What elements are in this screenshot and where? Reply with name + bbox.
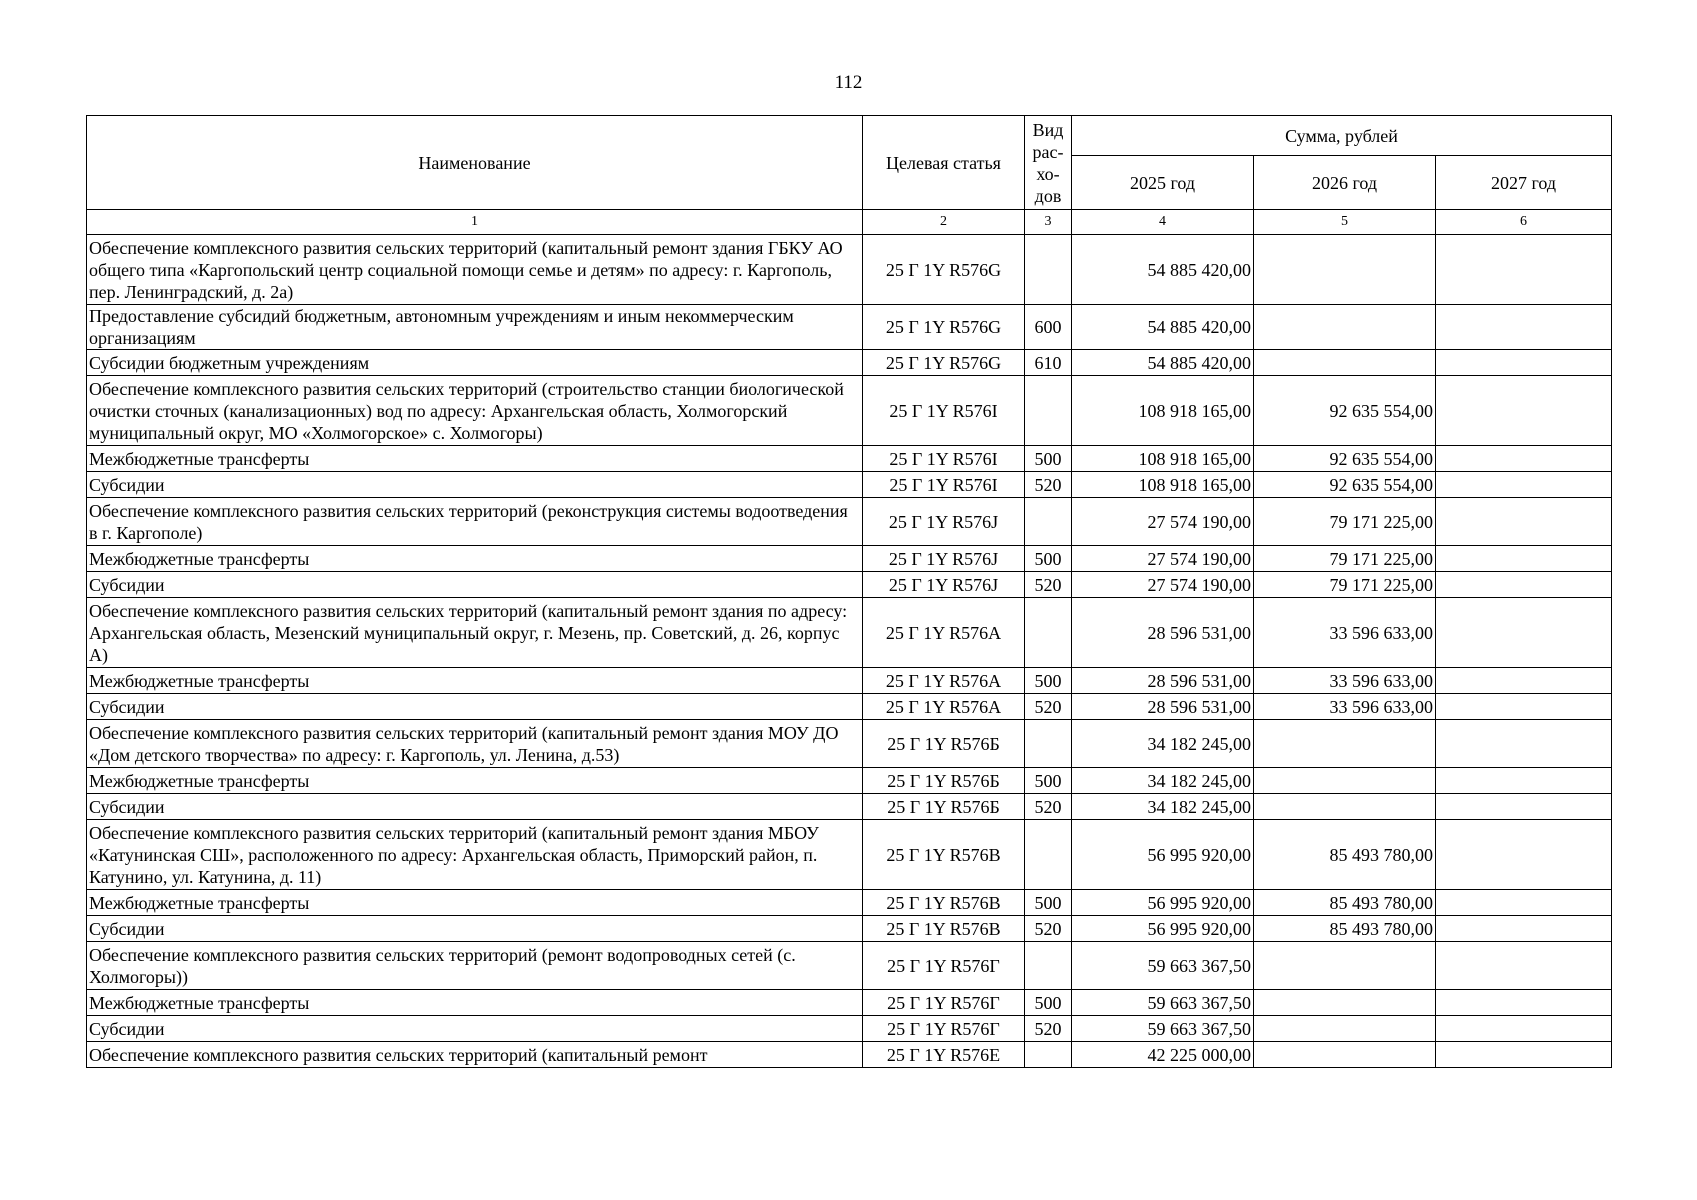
row-name: Обеспечение комплексного развития сельских территорий (капитальный ремонт здания МБОУ «Катунинская СШ», расположенного по адресу: Архангельская область, Приморский район, п. Катунино, ул. Катунина, д. 11) [87,820,863,890]
row-expense-type [1025,1042,1072,1068]
table-row [87,820,1612,890]
row-name: Обеспечение комплексного развития сельских территорий (строительство станции биологической очистки сточных (канализационных) вод по адресу: Архангельская область, Холмогорский муниципальный округ, МО «Холмогорское» с. Холмогоры) [87,376,863,446]
table-row [87,546,1612,572]
column-number: 1 [87,210,863,235]
row-amount-2027 [1436,694,1612,720]
table-body [87,235,1612,1068]
row-name: Межбюджетные трансферты [87,446,863,472]
row-name: Обеспечение комплексного развития сельских территорий (капитальный ремонт здания по адресу: Архангельская область, Мезенский муниципальный округ, г. Мезень, пр. Советский, д. 26, корпус А) [87,598,863,668]
row-expense-type: 500 [1025,990,1072,1016]
row-name: Субсидии [87,472,863,498]
row-amount-2026 [1254,990,1436,1016]
row-amount-2027 [1436,446,1612,472]
row-amount-2025: 28 596 531,00 [1072,694,1254,720]
row-amount-2026 [1254,305,1436,350]
header-target-article: Целевая статья [863,116,1025,210]
row-name: Субсидии [87,694,863,720]
row-expense-type: 520 [1025,472,1072,498]
row-amount-2027 [1436,916,1612,942]
row-amount-2025: 27 574 190,00 [1072,572,1254,598]
table-row [87,768,1612,794]
row-target-article: 25 Г 1Y R576A [863,598,1025,668]
row-target-article: 25 Г 1Y R576B [863,820,1025,890]
row-name: Субсидии [87,1016,863,1042]
table-row [87,376,1612,446]
row-amount-2026: 92 635 554,00 [1254,446,1436,472]
row-target-article: 25 Г 1Y R576A [863,668,1025,694]
row-expense-type: 500 [1025,668,1072,694]
column-number: 4 [1072,210,1254,235]
row-amount-2027 [1436,668,1612,694]
row-target-article: 25 Г 1Y R576Г [863,942,1025,990]
table-row [87,446,1612,472]
column-numbers-row [87,210,1612,235]
row-expense-type: 520 [1025,694,1072,720]
column-number: 2 [863,210,1025,235]
row-amount-2027 [1436,235,1612,305]
row-expense-type [1025,235,1072,305]
table-row [87,598,1612,668]
row-name: Субсидии бюджетным учреждениям [87,350,863,376]
row-expense-type [1025,376,1072,446]
row-amount-2025: 59 663 367,50 [1072,990,1254,1016]
row-amount-2026: 33 596 633,00 [1254,668,1436,694]
row-amount-2025: 42 225 000,00 [1072,1042,1254,1068]
row-target-article: 25 Г 1Y R576G [863,305,1025,350]
table-row [87,890,1612,916]
row-target-article: 25 Г 1Y R576A [863,694,1025,720]
row-amount-2026 [1254,1042,1436,1068]
row-name: Межбюджетные трансферты [87,668,863,694]
row-amount-2027 [1436,720,1612,768]
row-amount-2025: 27 574 190,00 [1072,498,1254,546]
column-number: 5 [1254,210,1436,235]
row-name: Обеспечение комплексного развития сельских территорий (капитальный ремонт [87,1042,863,1068]
row-amount-2025: 28 596 531,00 [1072,598,1254,668]
row-target-article: 25 Г 1Y R576Б [863,768,1025,794]
header-name: Наименование [87,116,863,210]
row-expense-type: 520 [1025,916,1072,942]
row-target-article: 25 Г 1Y R576B [863,916,1025,942]
row-amount-2026: 33 596 633,00 [1254,598,1436,668]
table-row [87,794,1612,820]
row-amount-2026: 92 635 554,00 [1254,376,1436,446]
row-amount-2026: 79 171 225,00 [1254,498,1436,546]
row-amount-2025: 54 885 420,00 [1072,235,1254,305]
row-amount-2027 [1436,572,1612,598]
header-year-2025: 2025 год [1072,156,1254,210]
row-expense-type: 500 [1025,546,1072,572]
row-amount-2026: 85 493 780,00 [1254,916,1436,942]
column-number: 6 [1436,210,1612,235]
row-amount-2025: 34 182 245,00 [1072,768,1254,794]
table-row [87,942,1612,990]
row-amount-2025: 27 574 190,00 [1072,546,1254,572]
table-row [87,694,1612,720]
row-target-article: 25 Г 1Y R576G [863,350,1025,376]
row-amount-2027 [1436,472,1612,498]
row-amount-2025: 34 182 245,00 [1072,794,1254,820]
row-amount-2025: 59 663 367,50 [1072,942,1254,990]
row-expense-type: 610 [1025,350,1072,376]
row-amount-2027 [1436,498,1612,546]
row-name: Межбюджетные трансферты [87,546,863,572]
table-row [87,350,1612,376]
row-target-article: 25 Г 1Y R576I [863,376,1025,446]
header-year-2027: 2027 год [1436,156,1612,210]
row-expense-type: 520 [1025,572,1072,598]
row-target-article: 25 Г 1Y R576Г [863,1016,1025,1042]
row-expense-type: 500 [1025,768,1072,794]
row-amount-2027 [1436,546,1612,572]
row-amount-2027 [1436,305,1612,350]
row-amount-2026 [1254,235,1436,305]
row-amount-2025: 56 995 920,00 [1072,916,1254,942]
row-expense-type [1025,598,1072,668]
row-name: Предоставление субсидий бюджетным, автономным учреждениям и иным некоммерческим организациям [87,305,863,350]
row-amount-2027 [1436,890,1612,916]
table-row [87,1016,1612,1042]
row-name: Субсидии [87,794,863,820]
table-row [87,1042,1612,1068]
row-amount-2025: 56 995 920,00 [1072,890,1254,916]
row-amount-2026 [1254,942,1436,990]
table-row [87,472,1612,498]
row-name: Обеспечение комплексного развития сельских территорий (реконструкция системы водоотведения в г. Каргополе) [87,498,863,546]
row-expense-type: 600 [1025,305,1072,350]
row-expense-type: 520 [1025,794,1072,820]
row-expense-type: 520 [1025,1016,1072,1042]
row-target-article: 25 Г 1Y R576Г [863,990,1025,1016]
row-amount-2026 [1254,794,1436,820]
budget-table [86,115,1612,1068]
row-target-article: 25 Г 1Y R576B [863,890,1025,916]
row-target-article: 25 Г 1Y R576I [863,472,1025,498]
row-expense-type [1025,720,1072,768]
row-amount-2025: 56 995 920,00 [1072,820,1254,890]
column-number: 3 [1025,210,1072,235]
row-amount-2025: 108 918 165,00 [1072,376,1254,446]
table-row [87,572,1612,598]
table-row [87,668,1612,694]
row-target-article: 25 Г 1Y R576Б [863,720,1025,768]
row-name: Межбюджетные трансферты [87,990,863,1016]
row-expense-type [1025,942,1072,990]
row-amount-2025: 34 182 245,00 [1072,720,1254,768]
row-expense-type: 500 [1025,446,1072,472]
row-expense-type: 500 [1025,890,1072,916]
row-amount-2027 [1436,1042,1612,1068]
row-target-article: 25 Г 1Y R576J [863,498,1025,546]
row-amount-2026 [1254,350,1436,376]
table-row [87,990,1612,1016]
row-target-article: 25 Г 1Y R576I [863,446,1025,472]
row-amount-2026 [1254,720,1436,768]
row-amount-2027 [1436,794,1612,820]
row-name: Обеспечение комплексного развития сельских территорий (ремонт водопроводных сетей (с. Холмогоры)) [87,942,863,990]
page-number: 112 [834,72,863,93]
row-expense-type [1025,498,1072,546]
row-amount-2027 [1436,820,1612,890]
row-amount-2025: 108 918 165,00 [1072,446,1254,472]
row-target-article: 25 Г 1Y R576J [863,546,1025,572]
row-amount-2025: 59 663 367,50 [1072,1016,1254,1042]
row-amount-2027 [1436,1016,1612,1042]
row-amount-2026: 33 596 633,00 [1254,694,1436,720]
row-amount-2027 [1436,598,1612,668]
row-amount-2026: 85 493 780,00 [1254,890,1436,916]
row-amount-2026 [1254,768,1436,794]
row-amount-2027 [1436,990,1612,1016]
row-target-article: 25 Г 1Y R576E [863,1042,1025,1068]
row-amount-2025: 54 885 420,00 [1072,350,1254,376]
row-amount-2026: 92 635 554,00 [1254,472,1436,498]
row-target-article: 25 Г 1Y R576J [863,572,1025,598]
row-name: Обеспечение комплексного развития сельских территорий (капитальный ремонт здания МОУ ДО «Дом детского творчества» по адресу: г. Каргополь, ул. Ленина, д.53) [87,720,863,768]
row-amount-2027 [1436,768,1612,794]
header-sum: Сумма, рублей [1072,116,1612,156]
row-amount-2027 [1436,942,1612,990]
row-amount-2027 [1436,350,1612,376]
row-amount-2026: 85 493 780,00 [1254,820,1436,890]
row-amount-2025: 28 596 531,00 [1072,668,1254,694]
table-header [87,116,1612,235]
row-name: Межбюджетные трансферты [87,890,863,916]
row-name: Межбюджетные трансферты [87,768,863,794]
row-name: Обеспечение комплексного развития сельских территорий (капитальный ремонт здания ГБКУ АО общего типа «Каргопольский центр социальной помощи семье и детям» по адресу: г. Каргополь, пер. Ленинградский, д. 2а) [87,235,863,305]
row-amount-2025: 108 918 165,00 [1072,472,1254,498]
row-amount-2025: 54 885 420,00 [1072,305,1254,350]
row-target-article: 25 Г 1Y R576Б [863,794,1025,820]
table-row [87,720,1612,768]
row-amount-2027 [1436,376,1612,446]
row-amount-2026: 79 171 225,00 [1254,572,1436,598]
row-name: Субсидии [87,572,863,598]
table-row [87,305,1612,350]
row-target-article: 25 Г 1Y R576G [863,235,1025,305]
row-amount-2026 [1254,1016,1436,1042]
row-expense-type [1025,820,1072,890]
header-year-2026: 2026 год [1254,156,1436,210]
row-name: Субсидии [87,916,863,942]
header-expense-type: Вид рас-хо-дов [1025,116,1072,210]
table-row [87,916,1612,942]
row-amount-2026: 79 171 225,00 [1254,546,1436,572]
table-row [87,235,1612,305]
table-row [87,498,1612,546]
